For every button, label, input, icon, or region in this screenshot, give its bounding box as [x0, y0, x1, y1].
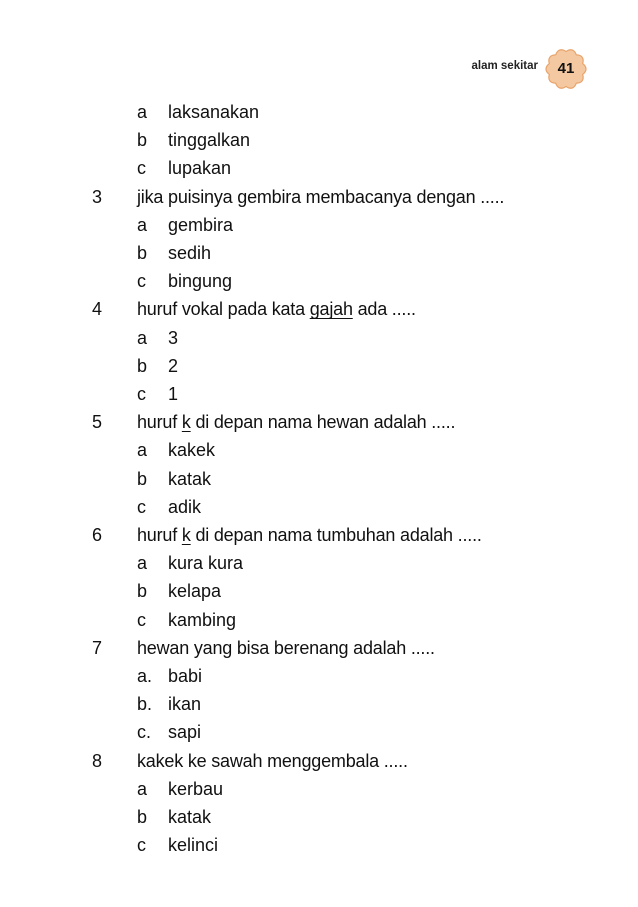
option-text: ikan	[168, 694, 202, 715]
option-text: adik	[168, 496, 202, 517]
question-text	[137, 408, 455, 436]
question-underlined-word: k	[181, 412, 191, 433]
option-letter: b.	[137, 694, 153, 715]
question-text-post: ada .....	[352, 299, 416, 320]
option-letter: b	[137, 807, 148, 827]
question-number: 6	[92, 525, 103, 545]
question-text	[137, 634, 435, 662]
option-text: 2	[168, 355, 179, 376]
option-letter: b	[137, 581, 148, 602]
option-letter: c	[137, 609, 146, 630]
question-text-pre: huruf	[137, 412, 182, 433]
option-text: bingung	[168, 271, 233, 292]
option-letter: c.	[137, 722, 152, 743]
question-text-pre: huruf vokal pada kata	[137, 299, 310, 320]
option-letter: c	[137, 496, 146, 517]
option-text: lupakan	[168, 158, 232, 179]
option-text: 1	[168, 384, 179, 404]
option-text: kerbau	[168, 778, 224, 799]
option-letter: a	[137, 440, 148, 461]
option-letter: c	[137, 158, 146, 179]
question-text	[137, 521, 482, 549]
option-text: katak	[168, 807, 212, 827]
option-letter: c	[137, 835, 146, 856]
option-text: kakek	[168, 440, 216, 461]
question-number: 3	[92, 186, 103, 207]
question-text	[137, 295, 416, 323]
option-text: katak	[168, 468, 212, 489]
question-number: 5	[92, 412, 103, 433]
option-letter: a.	[137, 666, 153, 686]
question-text-post: di depan nama tumbuhan adalah .....	[190, 525, 482, 545]
option-text: gembira	[168, 214, 234, 235]
option-text: sapi	[168, 722, 202, 743]
option-letter: b	[137, 355, 148, 376]
option-letter: b	[137, 130, 148, 151]
question-text-pre: kakek ke sawah menggembala .....	[137, 750, 408, 771]
question-text	[137, 183, 504, 211]
option-text: tinggalkan	[168, 130, 251, 151]
section-title: alam sekitar	[471, 60, 538, 72]
page-number-badge	[543, 46, 589, 92]
option-text: kura kura	[168, 553, 244, 574]
option-text: babi	[168, 666, 203, 686]
option-text: kelinci	[168, 835, 219, 856]
page-number: 41	[557, 60, 575, 77]
option-letter: b	[137, 243, 148, 263]
question-text-pre: huruf	[137, 525, 182, 545]
question-text	[137, 747, 408, 775]
option-text: laksanakan	[168, 102, 260, 122]
question-underlined-word: k	[181, 525, 191, 545]
option-letter: a	[137, 102, 148, 122]
question-text-pre: hewan yang bisa berenang adalah .....	[137, 637, 435, 658]
question-number: 7	[92, 637, 103, 658]
option-text: kambing	[168, 609, 237, 630]
question-text-post: di depan nama hewan adalah .....	[190, 412, 456, 433]
option-letter: b	[137, 468, 148, 489]
option-letter: c	[137, 271, 146, 292]
option-letter: a	[137, 214, 148, 235]
question-underlined-word: gajah	[309, 299, 353, 320]
option-letter: a	[137, 778, 148, 799]
option-letter: c	[137, 384, 146, 404]
option-letter: a	[137, 553, 148, 574]
option-text: 3	[168, 327, 179, 348]
option-text: sedih	[168, 243, 212, 263]
option-text: kelapa	[168, 581, 222, 602]
question-text-pre: jika puisinya gembira membacanya dengan .....	[137, 186, 505, 207]
option-letter: a	[137, 327, 148, 348]
question-number: 4	[92, 299, 103, 320]
question-number: 8	[92, 750, 103, 771]
